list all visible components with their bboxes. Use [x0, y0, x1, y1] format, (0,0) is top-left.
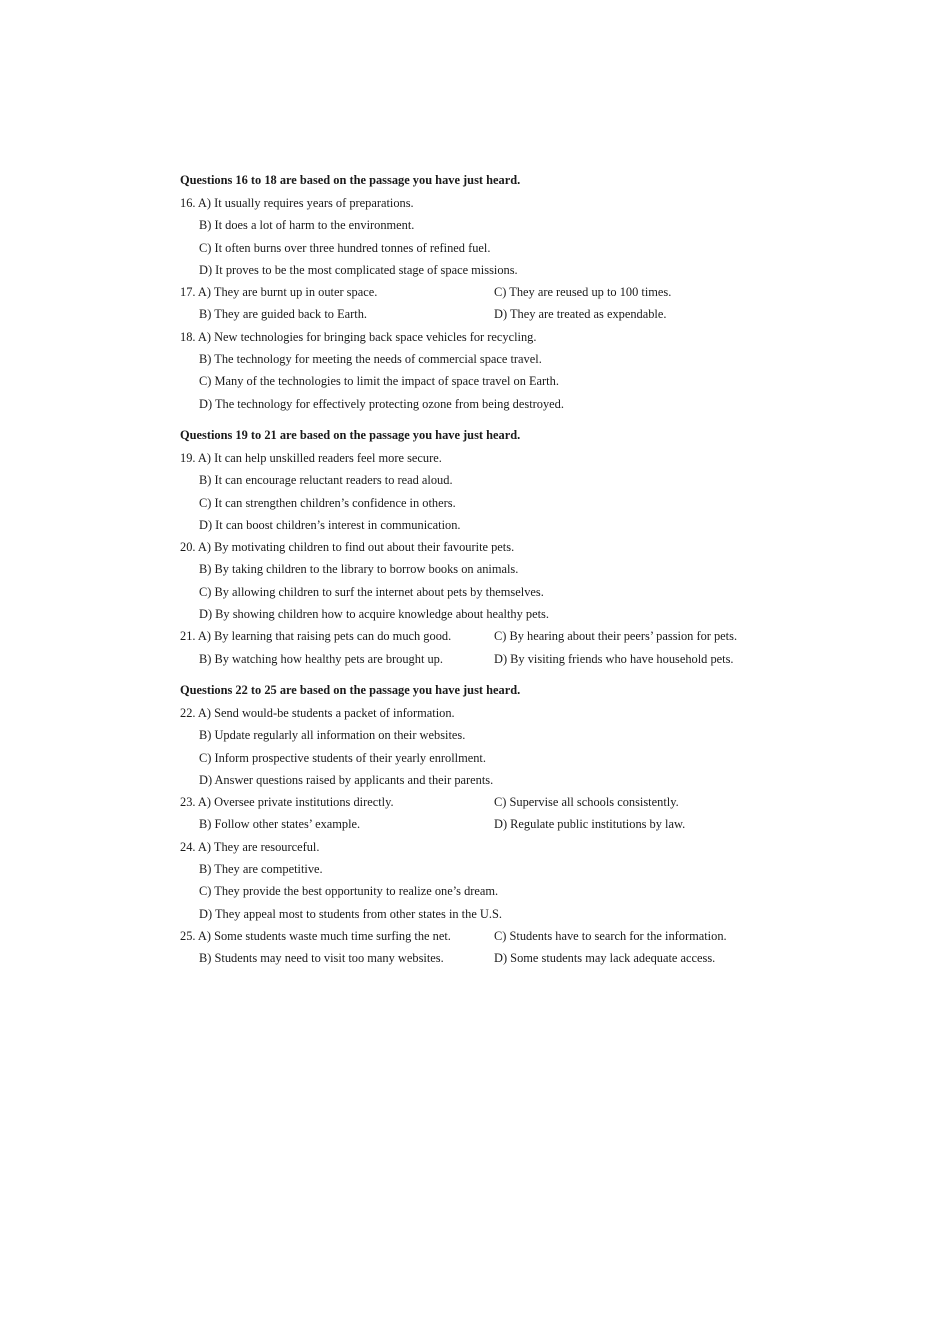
question-24: [180, 836, 780, 925]
question-23: [180, 791, 780, 836]
question-section: [180, 680, 780, 970]
question-number: 23.: [180, 795, 196, 810]
option-a: A) By motivating children to find out about their favourite pets.: [197, 540, 515, 555]
question-25: [180, 925, 780, 970]
question-17: [180, 281, 780, 326]
option-a: A) They are resourceful.: [197, 839, 320, 854]
option-b: B) It does a lot of harm to the environment.: [199, 218, 415, 233]
option-d: D) Answer questions raised by applicants and their parents.: [199, 772, 494, 787]
option-c: C) Inform prospective students of their yearly enrollment.: [199, 750, 486, 765]
option-a: A) New technologies for bringing back space vehicles for recycling.: [197, 329, 537, 344]
question-21: [180, 625, 780, 670]
option-c: C) Many of the technologies to limit the impact of space travel on Earth.: [199, 374, 559, 389]
question-number: 24.: [180, 839, 196, 854]
option-d: D) It proves to be the most complicated stage of space missions.: [199, 262, 518, 277]
question-line: [180, 947, 780, 969]
question-number: 25.: [180, 928, 196, 943]
option-c: C) It often burns over three hundred tonnes of refined fuel.: [199, 240, 491, 255]
question-22: [180, 702, 780, 791]
option-a: A) Send would-be students a packet of information.: [197, 705, 455, 720]
question-19: [180, 447, 780, 536]
option-d: D) The technology for effectively protecting ozone from being destroyed.: [199, 396, 564, 411]
section-heading: Questions 16 to 18 are based on the passage you have just heard.: [180, 173, 521, 187]
option-b: B) By taking children to the library to borrow books on animals.: [199, 562, 519, 577]
question-number: 21.: [180, 629, 196, 644]
option-d: D) They appeal most to students from other states in the U.S.: [199, 906, 502, 921]
question-line: [180, 281, 780, 303]
option-d: D) Some students may lack adequate access.: [494, 951, 716, 966]
option-b: B) They are guided back to Earth.: [199, 307, 368, 322]
option-d: D) By visiting friends who have household pets.: [494, 651, 734, 666]
section-heading: Questions 22 to 25 are based on the passage you have just heard.: [180, 682, 521, 697]
section-heading: Questions 19 to 21 are based on the passage you have just heard.: [180, 427, 521, 442]
option-d: D) They are treated as expendable.: [494, 307, 667, 322]
question-line: [180, 791, 780, 813]
option-c: C) By hearing about their peers’ passion for pets.: [494, 629, 738, 644]
question-18: [180, 326, 780, 415]
option-b: B) It can encourage reluctant readers to read aloud.: [199, 473, 453, 488]
question-line: [180, 326, 780, 348]
option-b: B) Students may need to visit too many websites.: [199, 951, 444, 966]
option-b: B) The technology for meeting the needs of commercial space travel.: [199, 352, 542, 367]
option-d: D) By showing children how to acquire knowledge about healthy pets.: [199, 607, 549, 622]
option-c: C) By allowing children to surf the internet about pets by themselves.: [199, 584, 544, 599]
question-number: 22.: [180, 705, 196, 720]
question-line: [180, 702, 780, 724]
option-b: B) Follow other states’ example.: [199, 817, 361, 832]
option-a: A) Some students waste much time surfing the net.: [197, 928, 451, 943]
option-b: B) By watching how healthy pets are brought up.: [199, 651, 443, 666]
question-line: [180, 303, 780, 325]
question-line: [180, 648, 780, 670]
option-a: A) It usually requires years of preparations.: [197, 196, 414, 210]
question-number: 18.: [180, 329, 196, 344]
option-a: A) By learning that raising pets can do much good.: [197, 629, 452, 644]
question-line: [180, 447, 780, 469]
question-section: [180, 425, 780, 670]
option-d: D) Regulate public institutions by law.: [494, 817, 686, 832]
question-number: 16.: [180, 196, 196, 210]
question-16: [180, 192, 780, 281]
option-d: D) It can boost children’s interest in communication.: [199, 517, 461, 532]
question-number: 20.: [180, 540, 196, 555]
question-number: 19.: [180, 450, 196, 465]
question-line: [180, 536, 780, 558]
option-a: A) It can help unskilled readers feel more secure.: [197, 450, 442, 465]
question-section: [180, 170, 780, 415]
question-20: [180, 536, 780, 625]
question-line: [180, 625, 780, 647]
question-line: [180, 925, 780, 947]
option-c: C) Students have to search for the information.: [494, 928, 727, 943]
option-c: C) They provide the best opportunity to realize one’s dream.: [199, 884, 499, 899]
question-line: [180, 836, 780, 858]
option-a: A) Oversee private institutions directly.: [197, 795, 394, 810]
exam-page-content: [180, 170, 780, 980]
question-line: [180, 192, 780, 214]
option-b: B) They are competitive.: [199, 862, 323, 877]
option-b: B) Update regularly all information on their websites.: [199, 728, 466, 743]
question-number: 17.: [180, 285, 196, 300]
question-line: [180, 813, 780, 835]
option-c: C) They are reused up to 100 times.: [494, 285, 672, 300]
option-a: A) They are burnt up in outer space.: [197, 285, 378, 300]
option-c: C) Supervise all schools consistently.: [494, 795, 679, 810]
option-c: C) It can strengthen children’s confidence in others.: [199, 495, 456, 510]
